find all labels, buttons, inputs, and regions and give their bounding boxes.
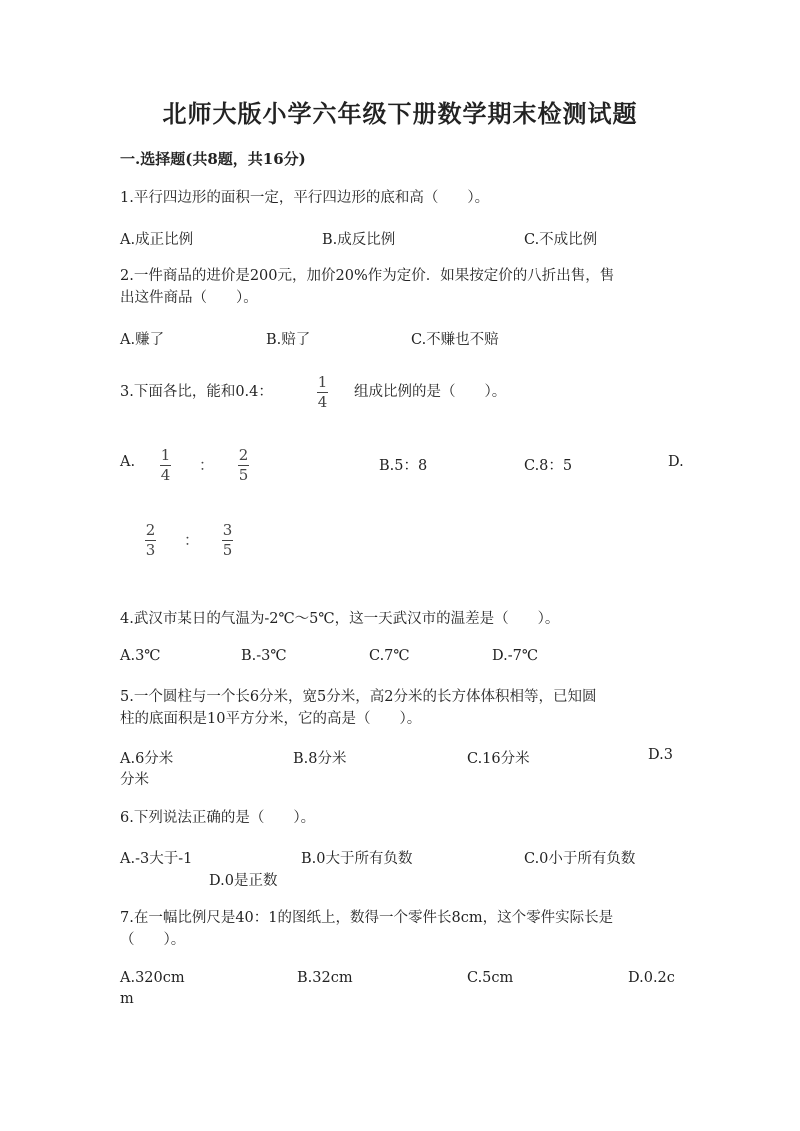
question-5-option-d-continued: 分米 (120, 772, 149, 788)
question-4-option-c: C.7℃ (369, 648, 410, 664)
question-2-option-c: C.不赚也不赔 (411, 332, 499, 348)
option-d-fraction-2 (222, 522, 233, 559)
fraction-numerator: 2 (145, 521, 156, 539)
fraction-numerator: 1 (160, 446, 171, 464)
question-5-option-b: B.8分米 (293, 751, 347, 767)
question-5-option-a: A.6分米 (120, 751, 174, 767)
question-1-text: 1.平行四边形的面积一定，平行四边形的底和高（ ）。 (120, 190, 490, 206)
fraction-denominator: 5 (238, 466, 249, 484)
question-4-text: 4.武汉市某日的气温为-2℃～5℃，这一天武汉市的温差是（ ）。 (120, 611, 560, 627)
question-5-line-2: 柱的底面积是10平方分米，它的高是（ ）。 (120, 711, 422, 727)
question-7-option-d: D.0.2c (628, 970, 675, 986)
question-3-option-d-label: D. (668, 454, 684, 470)
question-3-text-before: 3.下面各比，能和0.4： (120, 384, 273, 400)
fraction-denominator: 4 (160, 466, 171, 484)
question-7-option-a: A.320cm (120, 970, 185, 986)
question-6-text: 6.下列说法正确的是（ ）。 (120, 810, 316, 826)
question-7-line-2: （ ）。 (120, 932, 186, 948)
question-2-option-b: B.赔了 (266, 332, 311, 348)
question-4-option-b: B.-3℃ (241, 648, 287, 664)
question-6-option-c: C.0小于所有负数 (524, 851, 636, 867)
option-a-fraction-1 (160, 447, 171, 484)
question-5-option-c: C.16分米 (467, 751, 530, 767)
question-7-option-d-continued: m (120, 991, 134, 1007)
question-2-line-2: 出这件商品（ ）。 (120, 290, 258, 306)
question-6-option-a: A.-3大于-1 (120, 851, 193, 867)
fraction-numerator: 3 (222, 521, 233, 539)
question-5-option-d: D.3 (648, 747, 673, 763)
question-7-option-c: C.5cm (467, 970, 514, 986)
question-3-option-a-label: A. (120, 454, 136, 470)
option-a-fraction-2 (238, 447, 249, 484)
page-title: 北师大版小学六年级下册数学期末检测试题 (162, 99, 638, 128)
question-3-option-c: C.8：5 (524, 458, 573, 474)
ratio-colon: ： (184, 531, 200, 549)
question-6-option-b: B.0大于所有负数 (301, 851, 413, 867)
question-1-option-a: A.成正比例 (120, 232, 194, 248)
fraction-numerator: 2 (238, 446, 249, 464)
question-7-line-1: 7.在一幅比例尺是40：1的图纸上，数得一个零件长8cm，这个零件实际长是 (120, 910, 614, 926)
option-d-fraction-1 (145, 522, 156, 559)
question-3-text-after: 组成比例的是（ ）。 (354, 384, 507, 400)
question-1-option-b: B.成反比例 (322, 232, 396, 248)
question-1-option-c: C.不成比例 (524, 232, 598, 248)
ratio-colon: ： (199, 456, 215, 474)
question-5-line-1: 5.一个圆柱与一个长6分米，宽5分米，高2分米的长方体体积相等，已知圆 (120, 689, 597, 705)
question-4-option-d: D.-7℃ (492, 648, 539, 664)
question-7-option-b: B.32cm (297, 970, 353, 986)
fraction-denominator: 5 (222, 541, 233, 559)
question-3-fraction (317, 374, 328, 411)
question-3-option-b: B.5：8 (379, 458, 428, 474)
question-2-option-a: A.赚了 (120, 332, 165, 348)
question-2-line-1: 2.一件商品的进价是200元，加价20%作为定价．如果按定价的八折出售，售 (120, 268, 615, 284)
fraction-denominator: 3 (145, 541, 156, 559)
section-heading: 一.选择题(共8题，共16分) (120, 150, 306, 168)
fraction-denominator: 4 (317, 393, 328, 411)
fraction-numerator: 1 (317, 373, 328, 391)
question-4-option-a: A.3℃ (120, 648, 161, 664)
question-6-option-d: D.0是正数 (209, 873, 278, 889)
